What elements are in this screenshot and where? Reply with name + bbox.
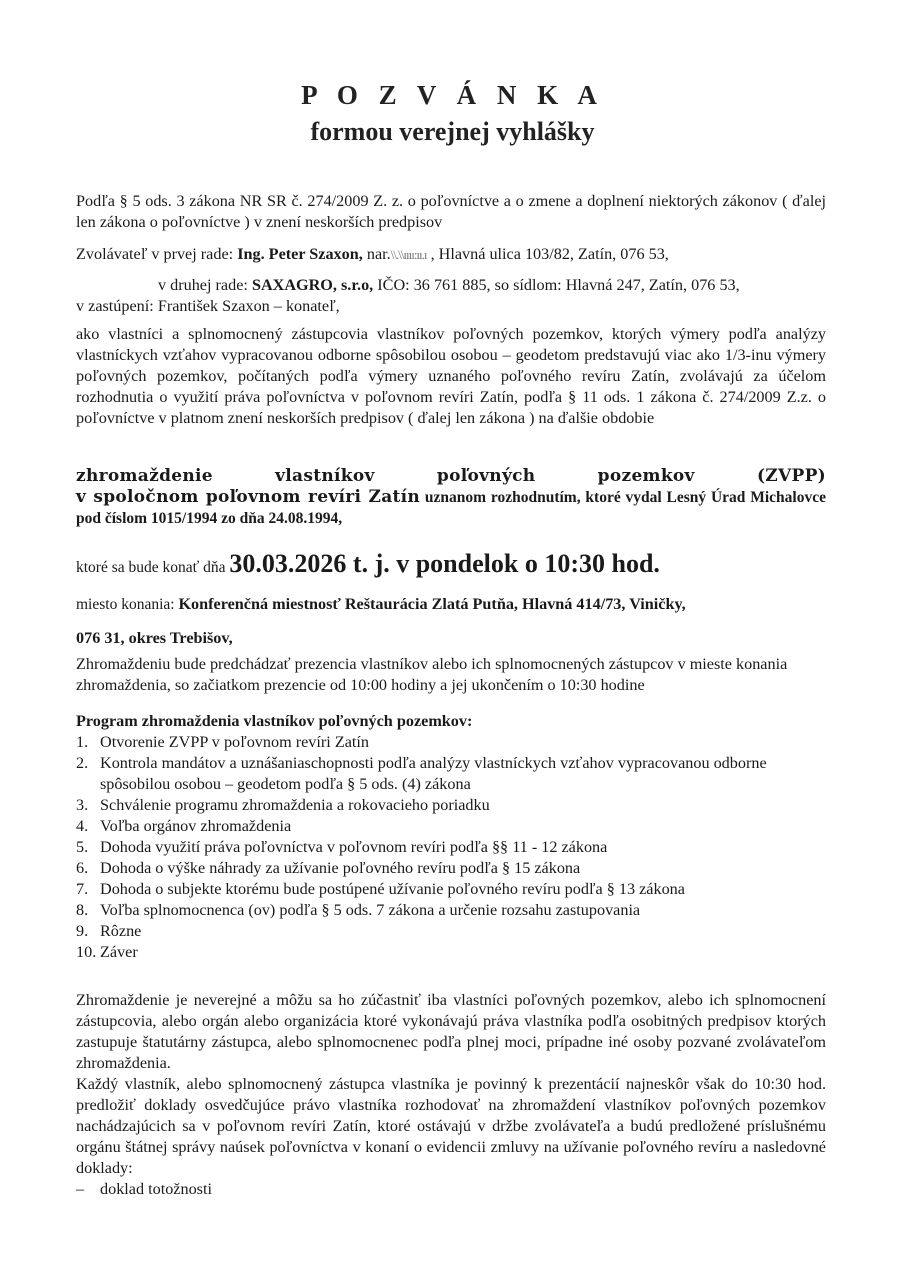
program-list: [76, 732, 826, 963]
program-item: 1. Otvorenie ZVPP v poľovnom revíri Zatín: [76, 733, 369, 751]
convener-second: [76, 275, 826, 317]
program-item: 9. Rôzne: [76, 922, 142, 940]
required-documents-list: [76, 1179, 826, 1200]
registration-paragraph: Zhromaždeniu bude predchádzať prezencia vlastníkov alebo ich splnomocnených zástupcov v mieste konania zhromaždenia, so začiatkom prezencie od 10:00 hodiny a jej ukončením o 10:30 hodine: [76, 655, 788, 694]
convener-second-name: SAXAGRO, s.r.o,: [251, 276, 374, 294]
program-item: 3. Schválenie programu zhromaždenia a rokovacieho poriadku: [76, 796, 490, 814]
convener-first-address: , Hlavná ulica 103/82, Zatín, 076 53,: [426, 245, 669, 263]
assembly-hunting-ground: v spoločnom poľovnom revíri Zatín: [76, 487, 421, 507]
document-title: P O Z V Á N K A: [301, 80, 604, 110]
convener-first: [76, 244, 826, 265]
program-item: 10. Záver: [76, 943, 138, 961]
convener-second-line: [76, 275, 826, 296]
program-heading: Program zhromaždenia vlastníkov poľovných pozemkov:: [76, 712, 473, 730]
convener-first-lead: Zvolávateľ v prvej rade:: [76, 245, 238, 263]
assembly-recognition: uznanom rozhodnutím, ktoré vydal Lesný Úrad Michalovce pod číslom 1015/1994 zo dňa 24.08.1994,: [76, 489, 826, 527]
convener-representation: v zastúpení: František Szaxon – konateľ,: [76, 297, 340, 315]
convener-second-lead: v druhej rade:: [158, 276, 252, 294]
venue: [76, 594, 826, 649]
obligation-paragraph: Každý vlastník, alebo splnomocnený zástupca vlastníka je povinný k prezentácií najneskôr však do 10:30 hod. predložiť doklady osvedčujúce právo vlastníka rozhodovať na zhromaždení vlastníkov poľovných pozemkov nachádzajúcich sa v poľovnom revíri Zatín, ktoré ostávajú v držbe zvolávateľa a budú predložené príslušnému orgánu štátnej správy naúsek poľovníctva v konaní o evidencii zmluvy na užívanie poľovného revíru a nasledovné doklady:: [76, 1075, 826, 1177]
meeting-date-line: [76, 549, 826, 578]
convener-first-name: Ing. Peter Szaxon,: [237, 245, 363, 263]
program-item: 8. Voľba splnomocnenca (ov) podľa § 5 ods. 7 zákona a určenie rozsahu zastupovania: [76, 901, 641, 919]
program-item: 5. Dohoda využití práva poľovníctva v poľovnom revíri podľa §§ 11 - 12 zákona: [76, 838, 608, 856]
required-document-item: – doklad totožnosti: [76, 1180, 212, 1198]
meeting-date-lead: ktoré sa bude konať dňa: [76, 559, 230, 576]
legal-basis-paragraph: Podľa § 5 ods. 3 zákona NR SR č. 274/2009 Z. z. o poľovníctve a o zmene a doplnení niektorých zákonov ( ďalej len zákona o poľovníctve ) v znení neskorších predpisov: [76, 192, 826, 231]
birth-label: nar.: [362, 245, 391, 263]
purpose-paragraph: ako vlastníci a splnomocnený zástupcovia vlastníkov poľovných pozemkov, ktorých výmery podľa analýzy vlastníckych vzťahov vypracovanou odborne spôsobilou osobou – geodetom predstavujú viac ako 1/3-inu výmery poľovných pozemkov, počítaných podľa výmery uznaného poľovného revíru Zatín, zvolávajú za účelom rozhodnutia o využití práva poľovníctva v poľovnom revíri Zatín, podľa § 11 ods. 1 zákona č. 274/2009 Z.z. o poľovníctve v platnom znení neskorších predpisov ( ďalej len zákona ) na ďalšie obdobie: [76, 325, 826, 427]
convener-second-details: IČO: 36 761 885, so sídlom: Hlavná 247, Zatín, 076 53,: [373, 276, 740, 294]
program-item: 7. Dohoda o subjekte ktorému bude postúpené užívanie poľovného revíru podľa § 13 zákona: [76, 880, 685, 898]
venue-address-line1: Konferenčná miestnosť Reštaurácia Zlatá Putňa, Hlavná 414/73, Viničky,: [178, 595, 686, 613]
assembly-heading: [76, 466, 826, 529]
program-section: [76, 711, 826, 963]
program-item: 2. Kontrola mandátov a uznášaniaschopnosti podľa analýzy vlastníckych vzťahov vypracovanou odborne spôsobilou osobou – geodetom podľa § 5 ods. (4) zákona: [76, 754, 767, 793]
venue-address-line2: 076 31, okres Trebišov,: [76, 629, 233, 647]
closed-meeting-paragraph: Zhromaždenie je neverejné a môžu sa ho zúčastniť iba vlastníci poľovných pozemkov, alebo ich splnomocnení zástupcovia, alebo orgán alebo organizácia ktoré vykonávajú práva vlastníka podľa osobitných predpisov ktorých zastupuje štatutárny zástupca, alebo splnomocnenec podľa plnej moci, prípadne iné osoby pozvané zvolávateľom zhromaždenia.: [76, 991, 826, 1072]
program-item: 6. Dohoda o výške náhrady za užívanie poľovného revíru podľa § 15 zákona: [76, 859, 581, 877]
redacted-birth-date: \\.\\ıııı:ıı.ı: [390, 247, 427, 262]
document-subtitle: formou verejnej vyhlášky: [310, 117, 595, 146]
assembly-title-line: zhromaždenie vlastníkov poľovných pozemkov (ZVPP): [76, 466, 826, 486]
program-item: 4. Voľba orgánov zhromaždenia: [76, 817, 292, 835]
meeting-date-value: 30.03.2026 t. j. v pondelok o 10:30 hod.: [229, 549, 660, 578]
venue-lead: miesto konania:: [76, 596, 179, 613]
